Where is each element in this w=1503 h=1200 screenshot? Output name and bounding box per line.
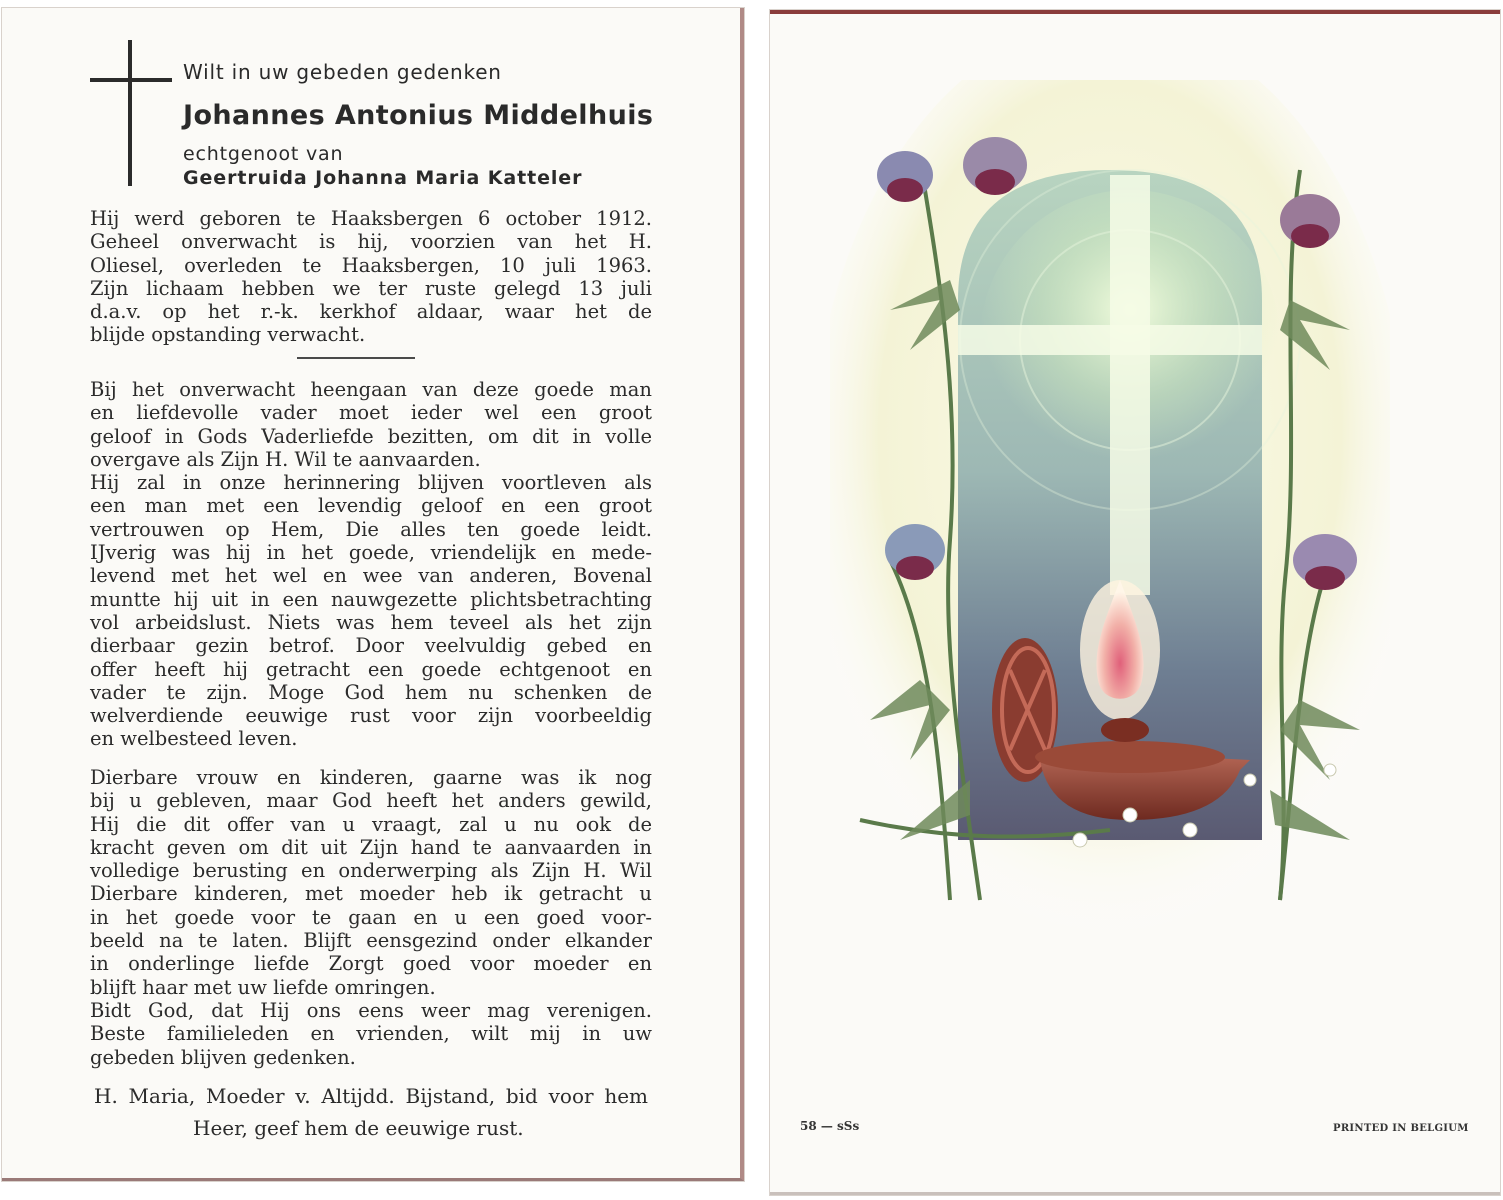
spouse-label: echtgenoot van [183,143,344,165]
cross-icon-bar [90,78,172,82]
text-line: offer heeft hij getracht een goede echtgenoot en [90,657,652,681]
text-line: muntte hij uit in een nauwgezette plichtsbetrachting [90,587,652,611]
text-line: gebeden blijven gedenken. [90,1045,356,1069]
text-line: beeld na te laten. Blijft eensgezind onder elkander [90,929,652,953]
text-line: in onderlinge liefde Zorgt goed voor moeder en [90,952,652,976]
text-line: een man met een levendig geloof en een groot [90,494,652,518]
cross-of-light-vertical [1110,175,1150,595]
divider [297,357,415,359]
text-line: levend met het wel en wee van anderen, Bovenal [90,564,652,588]
cross-icon [128,40,132,186]
text-line: vol arbeidslust. Niets was hem teveel als het zijn [90,610,652,634]
print-code: 58 — sSs [800,1119,860,1133]
text-line: d.a.v. op het r.-k. kerkhof aldaar, waar het de [90,300,652,324]
text-line: Hij zal in onze herinnering blijven voortleven als [90,471,652,495]
text-line: Dierbare vrouw en kinderen, gaarne was ik nog [90,766,652,789]
cross-of-light-horizontal [958,325,1262,355]
intro-line: Wilt in uw gebeden gedenken [183,60,502,84]
text-line: Zijn lichaam hebben we ter ruste gelegd 13 juli [90,276,652,300]
text-line: overgave als Zijn H. Wil te aanvaarden. [90,447,481,471]
text-line: kracht geven om dit uit Zijn hand te aanvaarden in [90,835,652,859]
farewell-paragraph [90,766,652,1069]
text-line: Hij werd geboren te Haaksbergen 6 october 1912. [90,207,652,230]
text-line: Geheel onverwacht is hij, voorzien van het H. [90,230,652,254]
devotional-illustration [830,80,1390,960]
printed-in-label: PRINTED IN BELGIUM [1333,1123,1469,1134]
spouse-name: Geertruida Johanna Maria Katteler [183,167,583,189]
text-line: Dierbare kinderen, met moeder heb ik getracht u [90,882,652,906]
text-line: blijde opstanding verwacht. [90,323,366,347]
text-line: Beste familieleden en vrienden, wilt mij in uw [90,1022,652,1046]
closing-prayer: H. Maria, Moeder v. Altijdd. Bijstand, bid voor hem [94,1084,648,1108]
oil-lamp-rim [1035,741,1225,773]
text-line: geloof in Gods Vaderliefde bezitten, om dit in volle [90,424,652,448]
text-line: Bidt God, dat Hij ons eens weer mag verenigen. [90,998,652,1022]
text-line: Oliesel, overleden te Haaksbergen, 10 juli 1963. [90,253,652,277]
text-line: vader te zijn. Moge God hem nu schenken de [90,680,652,704]
text-line: IJverig was hij in het goede, vriendelijk en mede- [90,541,652,565]
text-line: welverdiende eeuwige rust voor zijn voorbeeldig [90,704,652,728]
biography-paragraph [90,207,652,347]
text-line: vertrouwen op Hem, Die alles ten goede leidt. [90,517,652,541]
deceased-name: Johannes Antonius Middelhuis [183,100,654,131]
tribute-paragraph [90,378,652,751]
text-line: en liefdevolle vader moet ieder wel een groot [90,401,652,425]
text-line: volledige berusting en onderwerping als Zijn H. Wil [90,859,652,883]
text-line: in het goede voor te gaan en u een goed voor- [90,905,652,929]
text-line: blijft haar met uw liefde omringen. [90,975,436,999]
text-line: bij u gebleven, maar God heeft het anders gewild, [90,789,652,813]
closing-rest: Heer, geef hem de eeuwige rust. [193,1116,524,1140]
text-line: dierbaar gezin betrof. Door veelvuldig gebed en [90,634,652,658]
text-line: Hij die dit offer van u vraagt, zal u nu ook de [90,812,652,836]
text-line: Bij het onverwacht heengaan van deze goede man [90,378,652,401]
text-line: en welbesteed leven. [90,727,298,751]
oil-lamp-wick [1101,718,1149,742]
